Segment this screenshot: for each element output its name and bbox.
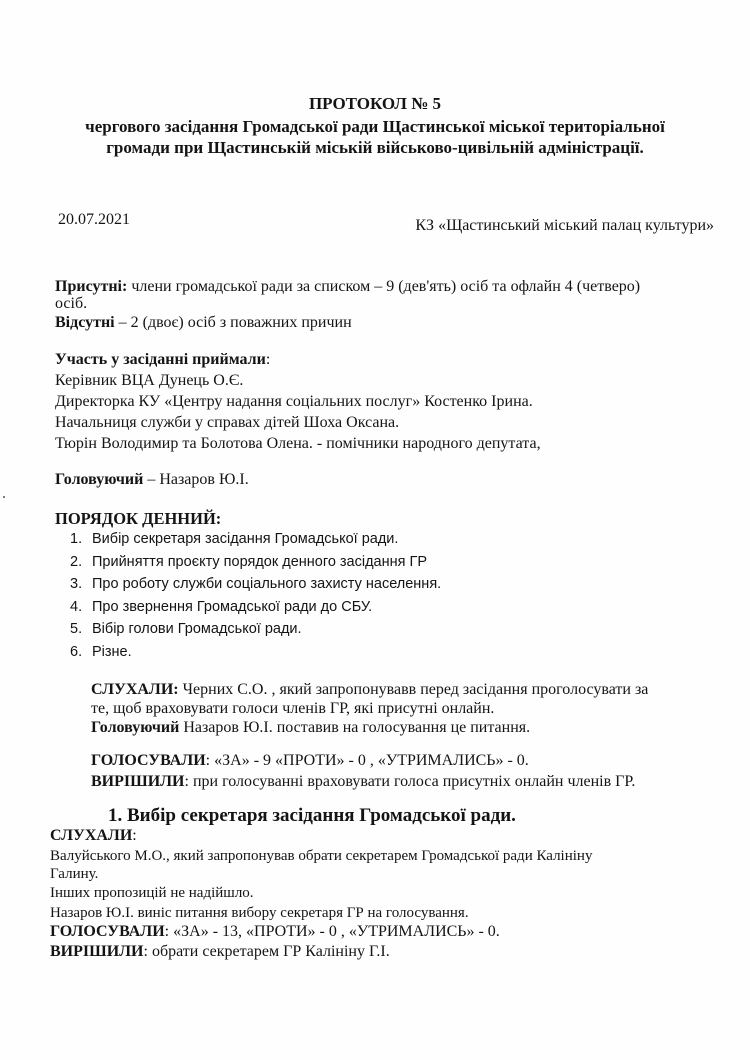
participant-item: Директорка КУ «Центру надання соціальних послуг» Костенко Ірина. [55, 393, 533, 410]
scan-speck [3, 496, 5, 498]
present-text: члени громадської ради за списком – 9 (дев'ять) осіб та офлайн 4 (четверо) [127, 278, 641, 295]
meeting-place: КЗ «Щастинський міський палац культури» [415, 217, 714, 234]
participant-item: Начальниця служби у справах дітей Шоха Оксана. [55, 414, 400, 431]
participant-item: Керівник ВЦА Дунець О.Є. [55, 372, 244, 389]
agenda-item-number: 4. [70, 598, 83, 615]
present-label: Присутні: [55, 278, 128, 295]
document-subtitle-line2: громади при Щастинській міській військово-цивільній адміністрації. [106, 138, 644, 157]
chair-text: – Назаров Ю.І. [143, 471, 249, 488]
participants-heading [55, 350, 270, 369]
agenda-item-text: Про звернення Громадської ради до СБУ. [92, 598, 373, 615]
agenda-item [70, 528, 441, 551]
agenda-item-number: 1. [70, 531, 83, 547]
section1-heard-text: Валуйського М.О., який запропонував обрати секретарем Громадської ради Калініну [50, 848, 593, 864]
present-line [55, 277, 640, 296]
section1-heard-text-cont: Галину. [50, 866, 99, 882]
chair-line [55, 470, 249, 489]
section1-heard-suffix: : [132, 827, 137, 844]
section1-decided-line [50, 942, 390, 961]
intro-chair-label: Головуючий [91, 719, 180, 736]
agenda-item-number: 2. [70, 553, 83, 570]
section1-decided-text: : обрати секретарем ГР Калініну Г.І. [143, 943, 390, 960]
intro-chair-text: Назаров Ю.І. поставив на голосування це питання. [179, 719, 531, 736]
section1-voted-label: ГОЛОСУВАЛИ [50, 923, 165, 940]
agenda-item [70, 641, 441, 664]
present-text-cont: осіб. [55, 295, 88, 312]
document-title: ПРОТОКОЛ № 5 [308, 94, 442, 113]
intro-heard-label: СЛУХАЛИ: [91, 681, 179, 698]
intro-chair-line [91, 718, 530, 737]
intro-decided-label: ВИРІШИЛИ [91, 773, 185, 790]
agenda-item [70, 596, 441, 619]
section1-no-proposals: Інших пропозицій не надійшло. [50, 885, 254, 901]
agenda-item-text: Вибір секретаря засідання Громадської ради. [92, 531, 399, 547]
agenda-list [70, 528, 441, 663]
chair-label: Головуючий [55, 471, 144, 488]
intro-heard-text-cont: те, щоб враховувати голоси членів ГР, які присутні онлайн. [91, 700, 495, 717]
section1-vote-call: Назаров Ю.І. виніс питання вибору секретаря ГР на голосування. [50, 905, 469, 921]
agenda-item [70, 618, 441, 641]
section1-voted-text: : «ЗА» - 13, «ПРОТИ» - 0 , «УТРИМАЛИСЬ» - 0. [164, 923, 500, 940]
section1-title: 1. Вибір секретаря засідання Громадської ради. [108, 805, 516, 826]
intro-voted-text: : «ЗА» - 9 «ПРОТИ» - 0 , «УТРИМАЛИСЬ» - 0. [205, 752, 529, 769]
intro-decided-text: : при голосуванні враховувати голоса присутніх онлайн членів ГР. [184, 773, 636, 790]
agenda-item-text: Про роботу служби соціального захисту населення. [92, 576, 442, 592]
agenda-item [70, 551, 441, 574]
document-subtitle-line1: чергового засідання Громадської ради Щастинської міської територіальної [85, 117, 665, 136]
agenda-item-number: 3. [70, 576, 83, 592]
intro-voted-line [91, 751, 529, 770]
meeting-date: 20.07.2021 [58, 211, 130, 228]
absent-label: Відсутні [55, 314, 115, 331]
agenda-title: ПОРЯДОК ДЕННИЙ: [55, 509, 222, 528]
intro-decided-line [91, 772, 635, 791]
participant-item: Тюрін Володимир та Болотова Олена. - помічники народного депутата, [55, 435, 541, 452]
agenda-item-number: 6. [70, 643, 83, 660]
section1-voted-line [50, 922, 500, 941]
absent-line [55, 313, 352, 332]
agenda-item-text: Різне. [92, 643, 132, 660]
intro-heard-text: Черних С.О. , який запропонувавв перед засідання проголосувати за [178, 681, 649, 698]
participants-label-suffix: : [265, 351, 271, 368]
agenda-item [70, 573, 441, 596]
section1-decided-label: ВИРІШИЛИ [50, 943, 144, 960]
agenda-item-number: 5. [70, 621, 83, 637]
participants-label: Участь у засіданні приймали [55, 351, 266, 368]
section1-heard-heading [50, 826, 137, 845]
intro-heard-line [91, 680, 648, 699]
section1-heard-label: СЛУХАЛИ [50, 827, 133, 844]
intro-voted-label: ГОЛОСУВАЛИ [91, 752, 206, 769]
agenda-item-text: Вібір голови Громадської ради. [92, 621, 302, 637]
absent-text: – 2 (двоє) осіб з поважних причин [114, 314, 352, 331]
agenda-item-text: Прийняття проєкту порядок денного засідання ГР [92, 553, 428, 570]
